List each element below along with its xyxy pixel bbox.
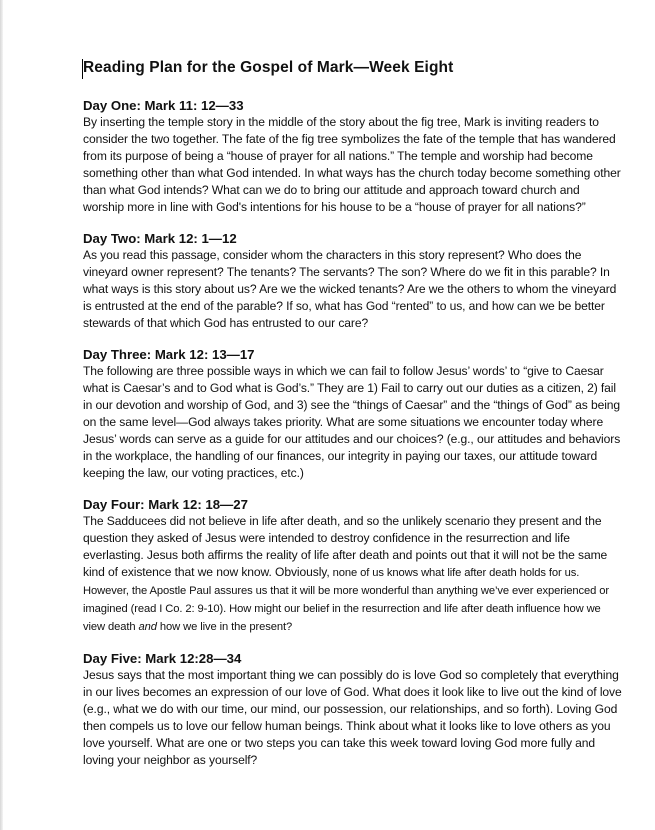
day-one-text: By inserting the temple story in the middle of the story about the fig tree, Mark is inviting readers to consider the two together. The fate of the fig tree symbolizes the fate of the temple that has wandered from its purpose of being a “house of prayer for all nations.” The temple and worship had become something other than what God intended. In what ways has the church today become something other than what God intends? What can we do to bring our attitude and approach toward church and worship more in line with God's intentions for his house to be a “house of prayer for all nations?” (83, 115, 621, 214)
page-edge (0, 0, 3, 830)
day-two-section (83, 230, 623, 332)
day-two-heading: Day Two: Mark 12: 1—12 (83, 231, 237, 246)
day-four-text-small-2: how we live in the present? (156, 621, 293, 633)
day-four-text-main: The Sadducees did not believe in life after death, and so the unlikely scenario they present and the question they asked of Jesus were intended to destroy confidence in the resurrection and life everlasting. Jesus both affirms the reality of life after death and points out that it will not be the same kind of existence that we now know. Obviously, (83, 514, 608, 579)
document-title-text: Reading Plan for the Gospel of Mark—Week Eight (83, 59, 454, 76)
day-five-heading: Day Five: Mark 12:28—34 (83, 651, 242, 666)
day-one-section (83, 97, 623, 216)
day-three-section (83, 346, 623, 482)
day-five-text: Jesus says that the most important thing we can possibly do is love God so completely that everything in our lives becomes an expression of our love of God. What does it look like to live out the kind of love (e.g., what we do with our time, our mind, our possession, our relationships, and so forth). Loving God then compels us to love our fellow human beings. Think about what it looks like to love others as you love yourself. What are one or two steps you can take this week toward loving God more fully and loving your neighbor as yourself? (83, 668, 622, 767)
document-page[interactable] (83, 59, 623, 783)
day-four-section (83, 496, 623, 636)
day-four-text (83, 513, 623, 636)
document-title (83, 59, 623, 77)
day-three-heading: Day Three: Mark 12: 13—17 (83, 347, 255, 362)
day-four-heading: Day Four: Mark 12: 18—27 (83, 497, 248, 512)
day-four-text-small-1: none of us knows what life after death holds for us. However, the Apostle Paul assures us that it will be more wonderful than anything we’ve ever experienced or imagined (read I Co. 2: 9-10). How might our belief in the resurrection and life after death influence how we view death (83, 567, 609, 633)
text-cursor (82, 59, 83, 79)
day-five-section (83, 650, 623, 769)
day-one-heading: Day One: Mark 11: 12—33 (83, 98, 244, 113)
day-two-text: As you read this passage, consider whom the characters in this story represent? Who does the vineyard owner represent? The tenants? The servants? The son? Where do we fit in this parable? In what ways is this story about us? Are we the wicked tenants? Are we the others to whom the vineyard is entrusted at the end of the parable? If so, what has God “rented” to us, and how can we be better stewards of that which God has entrusted to our care? (83, 248, 617, 330)
day-four-text-emphasis: and (138, 621, 157, 633)
day-three-text: The following are three possible ways in which we can fail to follow Jesus’ words’ to “give to Caesar what is Caesar’s and to God what is God’s.” They are 1) Fail to carry out our duties as a citizen, 2) fail in our devotion and worship of God, and 3) see the “things of Caesar” and the “things of God” as being on the same level—God always takes priority. What are some situations we encounter today where Jesus’ words can serve as a guide for our attitudes and our choices? (e.g., our attitudes and behaviors in the workplace, the handling of our finances, our integrity in paying our taxes, our attitude toward keeping the law, our voting practices, etc.) (83, 364, 621, 480)
